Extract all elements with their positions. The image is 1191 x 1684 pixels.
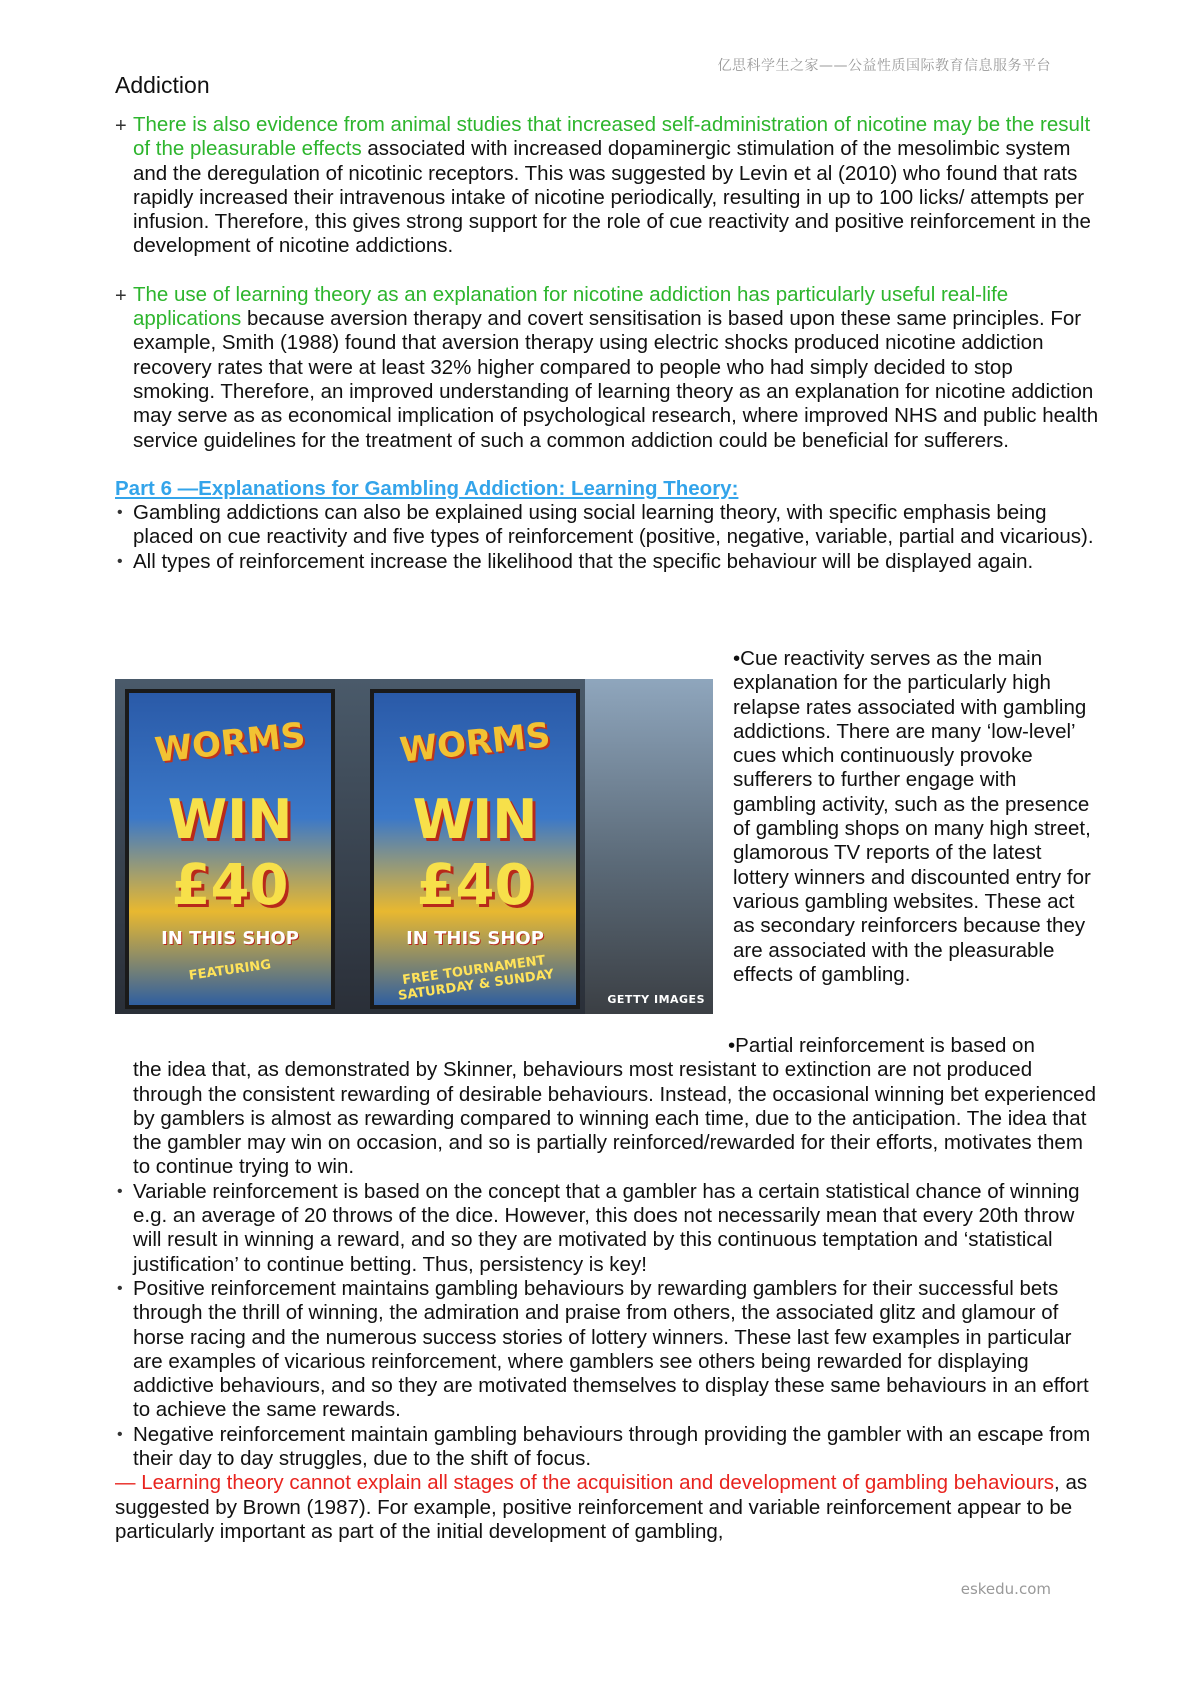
poster-left-amount: £40 (171, 853, 289, 918)
photo-credit: GETTY IMAGES (607, 993, 705, 1006)
final-paragraph (115, 1471, 1100, 1544)
poster-right (370, 689, 580, 1009)
green-highlight-real-life: The use of learning theory as an explanation for nicotine addiction has particularly useful real-life applications (133, 282, 1009, 331)
poster-right-extra: FREE TOURNAMENT SATURDAY & SUNDAY (397, 953, 555, 1004)
bullet-reinforcement-types: All types of reinforcement increase the likelihood that the specific behaviour will be displayed again. (133, 549, 1034, 573)
paragraph-learning-theory (115, 283, 1100, 453)
bullet-item (115, 1277, 1100, 1423)
bullet-variable-reinforcement: Variable reinforcement is based on the concept that a gambler has a certain statistical chance of winning e.g. an average of 20 throws of the dice. However, this does not necessarily mean that every 20th throw will result in winning a reward, and so they are motivated by this continuous temptation and ‘statistical justification’ to continue betting. Thus, persistency is key! (133, 1179, 1080, 1276)
bullet-icon: • (117, 552, 123, 570)
bullet-icon: • (117, 1182, 123, 1200)
poster-right-win: WIN (412, 788, 538, 851)
paragraph-animal-studies (115, 113, 1100, 259)
partial-reinforcement-start: •Partial reinforcement is based on (728, 1034, 1035, 1057)
green-highlight-animal-studies: There is also evidence from animal studies that increased self-administration of nicotine may be the result of the pleasurable effects (133, 113, 1091, 161)
paragraph-learning-theory-text: because aversion therapy and covert sensitisation is based upon these same principles. For example, Smith (1988) found that aversion therapy using electric shocks produced nicotine addiction recovery rates that were at least 32% higher compared to people who had simply decided to stop smoking. Therefore, an improved understanding of learning theory as an explanation for nicotine addiction may serve as as economical implication of psychological research, where improved NHS and public health service guidelines for the treatment of such a common addiction could be beneficial for sufferers. (133, 307, 1099, 452)
poster-right-amount: £40 (416, 853, 534, 918)
bullet-icon: • (117, 1279, 123, 1297)
bullet-positive-reinforcement: Positive reinforcement maintains gambling behaviours by rewarding gamblers for their successful bets through the thrill of winning, the admiration and praise from others, the associated glitz and glamour of horse racing and the numerous success stories of lottery winners. These last few examples in particular are examples of vicarious reinforcement, where gamblers see others being rewarded for displaying addictive behaviours, and so they are motivated themselves to display these same behaviours in an effort to achieve the same rewards. (133, 1276, 1089, 1422)
bullet-social-learning: Gambling addictions can also be explained using social learning theory, with specific emphasis being placed on cue reactivity and five types of reinforcement (positive, negative, variable, partial and vicarious). (133, 501, 1094, 549)
bullet-item (115, 1180, 1100, 1277)
bullet-icon: • (117, 504, 123, 522)
watermark-bottom: eskedu.com (960, 1580, 1051, 1598)
poster-left-shop: IN THIS SHOP (161, 928, 299, 949)
poster-right-shop: IN THIS SHOP (406, 928, 544, 949)
gambling-shop-photo (115, 679, 713, 1014)
poster-left-extra: FEATURING (188, 957, 272, 984)
poster-left-win: WIN (167, 788, 293, 851)
plus-icon: + (115, 115, 127, 137)
final-paragraph-text: , as suggested by Brown (1987). For example, positive reinforcement and variable reinforcement appear to be particularly important as part of the initial development of gambling, (115, 1471, 1088, 1543)
cue-reactivity-text: •Cue reactivity serves as the main explanation for the particularly high relapse rates associated with gambling addictions. There are many ‘low-level’ cues which continuously provoke sufferers to further engage with gambling activity, such as the presence of gambling shops on many high street, glamorous TV reports of the latest lottery winners and discounted entry for various gambling websites. These act as secondary reinforcers because they are associated with the pleasurable effects of gambling. (733, 647, 1091, 986)
watermark-top: 亿思科学生之家——公益性质国际教育信息服务平台 (717, 58, 1051, 74)
page-heading: Addiction (115, 72, 210, 98)
red-highlight-learning-theory: — Learning theory cannot explain all stages of the acquisition and development of gambling behaviours (115, 1471, 1055, 1495)
part6-heading[interactable]: Part 6 —Explanations for Gambling Addiction: Learning Theory: (115, 476, 739, 500)
bottom-text-block (115, 1034, 1100, 1544)
poster-left (125, 689, 335, 1009)
partial-reinforcement-text (115, 1058, 1100, 1179)
bullet-item (115, 550, 1100, 574)
bullet-icon: • (117, 1425, 123, 1443)
part6-heading-row (115, 477, 1100, 501)
plus-icon: + (115, 284, 127, 307)
bullet-item (115, 1423, 1100, 1472)
bullet-item (115, 501, 1100, 550)
paragraph-animal-studies-text: associated with increased dopaminergic stimulation of the mesolimbic system and the deregulation of nicotinic receptors. This was suggested by Levin et al (2010) who found that rats rapidly increased their intravenous intake of nicotine periodically, resulting in up to 100 licks/ attempts per infusion. Therefore, this gives strong support for the role of cue reactivity and positive reinforcement in the development of nicotine addictions. (133, 137, 1091, 258)
partial-reinforcement-rest: the idea that, as demonstrated by Skinner, behaviours most resistant to extinction are not produced through the consistent rewarding of desirable behaviours. Instead, the occasional winning bet experienced by gamblers is almost as rewarding compared to winning each time, due to the anticipation. The idea that the gambler may win on occasion, and so is partially reinforced/rewarded for their efforts, motivates them to continue trying to win. (133, 1058, 1096, 1179)
top-text-block (115, 113, 1100, 574)
poster-right-worms: WORMS (397, 715, 553, 771)
bullet-negative-reinforcement: Negative reinforcement maintain gambling behaviours through providing the gambler with an escape from their day to day struggles, due to the shift of focus. (133, 1422, 1091, 1471)
poster-left-worms: WORMS (152, 715, 308, 771)
street-background (585, 679, 713, 1014)
